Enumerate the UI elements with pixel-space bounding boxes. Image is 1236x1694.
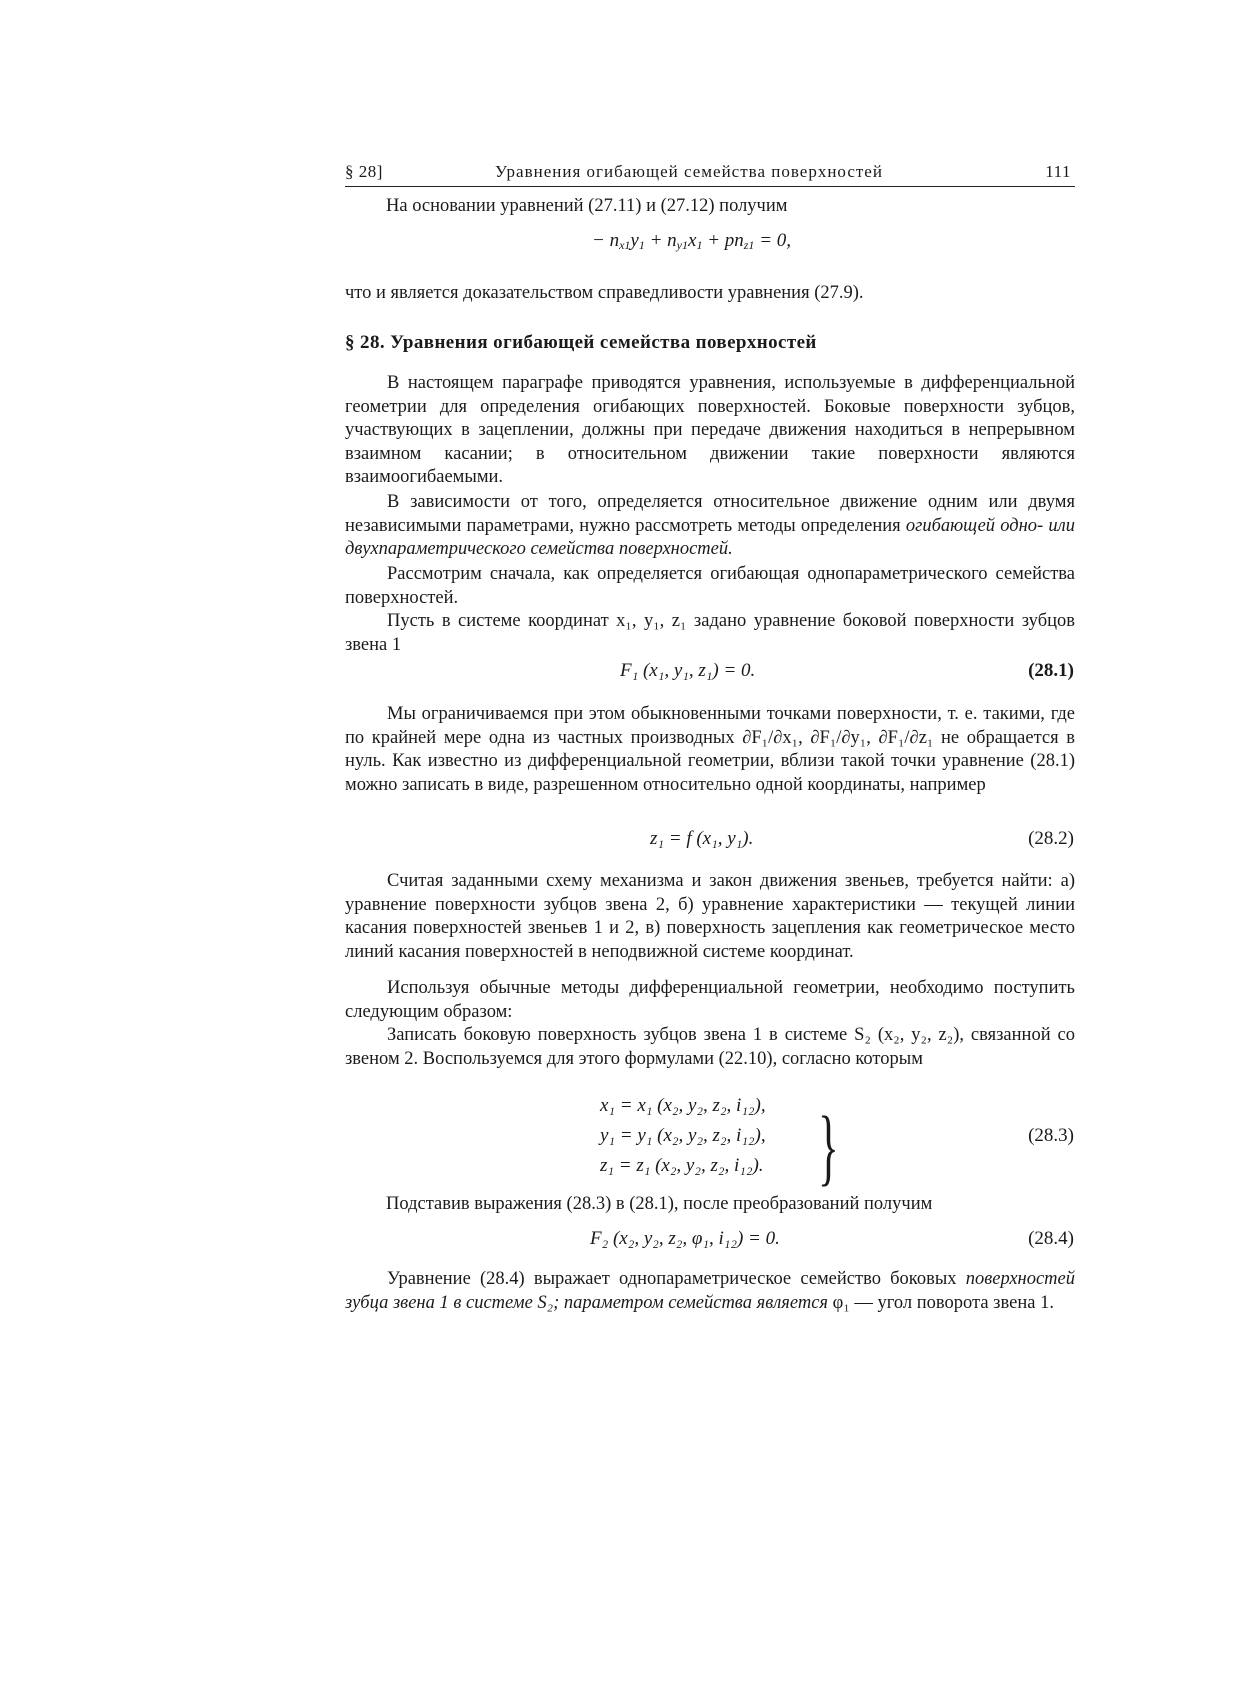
equation-28-3-line-3: z₁ = z₁ (x₂, y₂, z₂, i₁₂). [600,1155,764,1176]
proof-line: что и является доказательством справедливости уравнения (27.9). [345,283,864,303]
intro-line: На основании уравнений (27.11) и (27.12) получим [386,196,788,216]
running-header [345,160,1075,187]
paragraph-10-text: Уравнение (28.4) выражает однопараметрическое семейство боковых [387,1269,966,1289]
paragraph-1: В настоящем параграфе приводятся уравнения, используемые в дифференциальной геометрии для определения огибающих поверхностей. Боковые поверхности зубцов, участвующих в зацеплении, должны при передаче движения находиться в непрерывном взаимном касании; в относительном движении такие поверхности являются взаимоогибаемыми. [345,373,1075,487]
equation-number-28-1: (28.1) [1028,660,1074,681]
paragraph-7: Используя обычные методы дифференциальной геометрии, необходимо поступить следующим образом: [345,978,1075,1022]
paragraph-8: Записать боковую поверхность зубцов звена 1 в системе S₂ (x₂, y₂, z₂), связанной со звеном 2. Воспользуемся для этого формулами (22.10), согласно которым [345,1025,1075,1069]
paragraph-3: Рассмотрим сначала, как определяется огибающая однопараметрического семейства поверхностей. [345,564,1075,608]
page-number: 111 [1045,162,1071,181]
paragraph-2 [345,491,1075,562]
equation-28-3-line-2: y₁ = y₁ (x₂, y₂, z₂, i₁₂), [600,1125,766,1146]
running-title: Уравнения огибающей семейства поверхностей [495,162,883,181]
equation-brace: } [818,1098,839,1194]
equation-28-3-line-1: x₁ = x₁ (x₂, y₂, z₂, i₁₂), [600,1095,766,1116]
paragraph-5: Мы ограничиваемся при этом обыкновенными точками поверхности, т. е. такими, где по крайней мере одна из частных производных ∂F₁/∂x₁, ∂F₁/∂y₁, ∂F₁/∂z₁ не обращается в нуль. Как известно из дифференциальной геометрии, вблизи такой точки уравнение (28.1) можно записать в виде, разрешенном относительно одной координаты, например [345,704,1075,795]
paragraph-6: Считая заданными схему механизма и закон движения звеньев, требуется найти: а) уравнение поверхности зубцов звена 2, б) уравнение характеристики — текущей линии касания поверхностей звеньев 1 и 2, в) поверхность зацепления как геометрическое место линий касания поверхностей в неподвижной системе координат. [345,871,1075,962]
section-reference: § 28] [345,162,383,181]
equation-number-28-4: (28.4) [1028,1228,1074,1249]
paragraph-10-end: φ₁ — угол поворота звена 1. [828,1292,1054,1313]
paragraph-9: Подставив выражения (28.3) в (28.1), после преобразований получим [386,1194,933,1214]
paragraph-4: Пусть в системе координат x₁, y₁, z₁ задано уравнение боковой поверхности зубцов звена 1 [345,611,1075,655]
equation-28-1: F₁ (x₁, y₁, z₁) = 0. [620,660,756,681]
paragraph-10 [345,1268,1075,1315]
paragraph-2-text: В зависимости от того, определяется относительное движение одним или двумя независимыми параметрами, нужно рассмотреть методы определения [345,492,1075,536]
paragraph-10-italic: поверхностей зубца звена 1 в системе S₂; параметром семейства является [345,1269,1075,1313]
equation-28-4: F₂ (x₂, y₂, z₂, φ₁, i₁₂) = 0. [590,1228,780,1249]
section-heading: § 28. Уравнения огибающей семейства поверхностей [345,332,817,353]
equation-number-28-3: (28.3) [1028,1125,1074,1146]
equation-number-28-2: (28.2) [1028,828,1074,849]
equation-28-2: z₁ = f (x₁, y₁). [650,828,754,849]
formula-27-proof: − $n_{x1}y_1 + n_{y1}x_1 + pn_{z1} = 0$, [592,230,792,252]
paragraph-2-italic: огибающей одно- или двухпараметрического семейства поверхностей. [345,515,1075,559]
